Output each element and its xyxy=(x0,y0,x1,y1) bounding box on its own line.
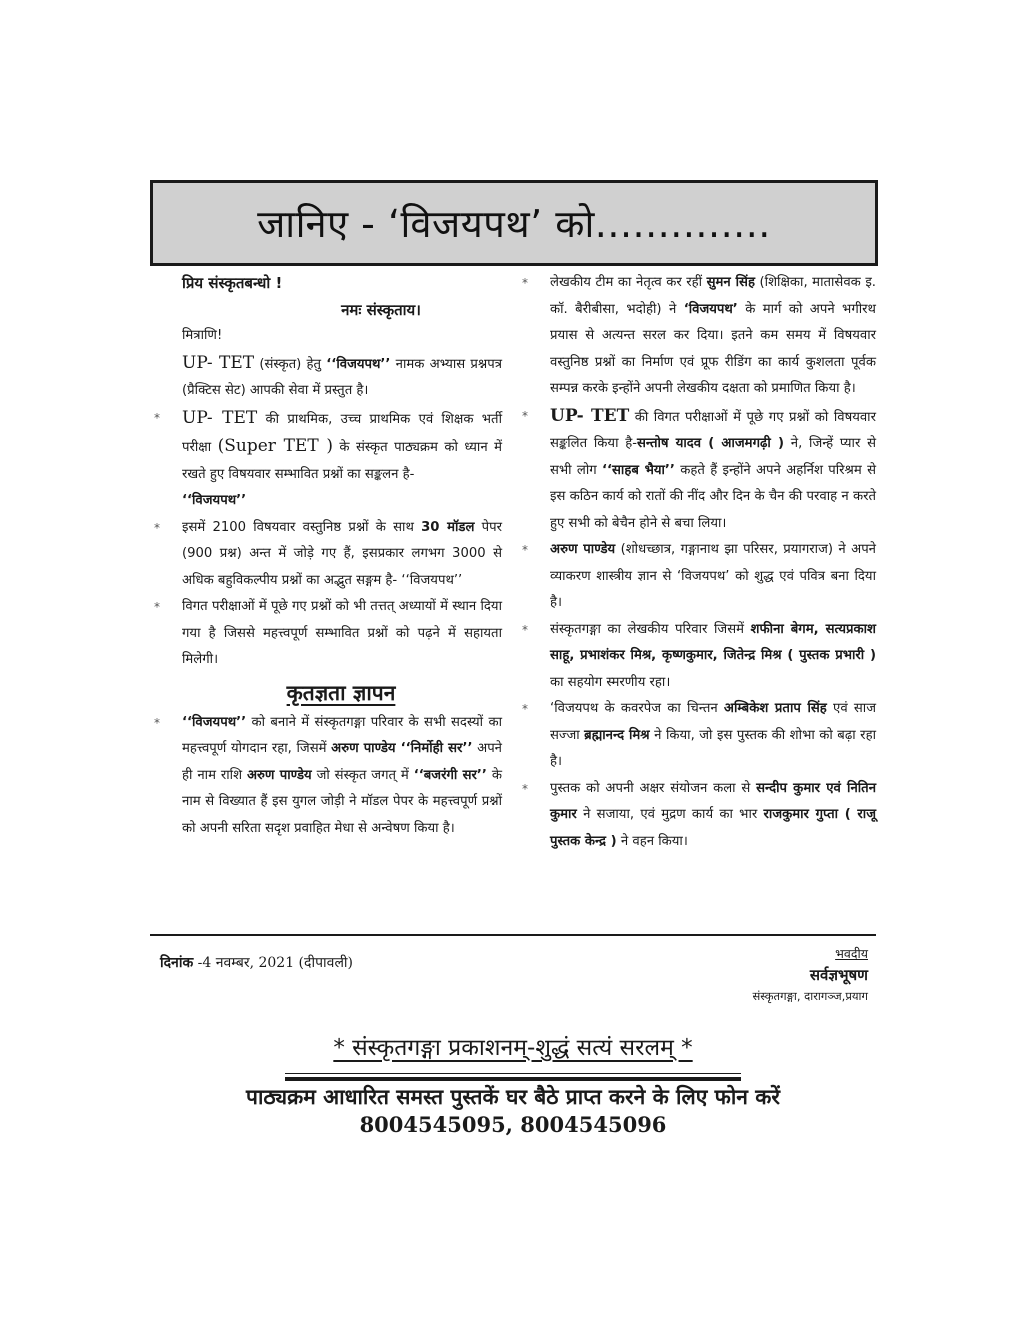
asterisk-bullet-icon: * xyxy=(522,702,528,716)
section-heading: कृतज्ञता ज्ञापन xyxy=(286,680,396,705)
asterisk-bullet-icon: * xyxy=(522,543,528,557)
asterisk-bullet-icon: * xyxy=(154,520,160,535)
list-item: * ‘‘विजयपथ’’ को बनाने में संस्कृतगङ्गा परिवार के सभी सदस्यों का महत्त्वपूर्ण योगदान रहा, जिसमें अरुण पाण्डेय ‘‘निर्मोही सर’’ अपने ही नाम राशि अरुण पाण्डेय जो संस्कृत जगत् में ‘‘बजरंगी सर’’ के नाम से विख्यात हैं इस युगल जोड़ी ने मॉडल पेपर के महत्त्वपूर्ण प्रश्नों को अपनी सरिता सदृश प्रवाहित मेधा से अन्वेषण किया है। xyxy=(150,710,502,843)
asterisk-bullet-icon: * xyxy=(154,715,160,730)
address-line: मित्राणि! xyxy=(182,328,223,343)
date-value: -4 नवम्बर, 2021 (दीपावली) xyxy=(193,955,354,971)
date-label: दिनांक xyxy=(160,955,194,971)
list-item: * UP- TET की विगत परीक्षाओं में पूछे गए प्रश्नों को विषयवार सङ्कलित किया है-सन्तोष यादव ( आजमगढ़ी ) ने, जिन्हें प्यार से सभी लोग ‘‘साहब भैया’’ कहते हैं इन्होंने अपने अहर्निश परिश्रम से इस कठिन कार्य को रातों की नींद और दिन के चैन की परवाह न करते हुए सभी को बेचैन होने से बचा लिया। xyxy=(518,403,876,538)
signature-block xyxy=(752,944,868,1006)
greeting: प्रिय संस्कृतबन्धो ! xyxy=(182,274,283,292)
list-item: * अरुण पाण्डेय (शोधच्छात्र, गङ्गानाथ झा परिसर, प्रयागराज) ने अपने व्याकरण शास्त्रीय ज्ञान से ‘विजयपथ’ को शुद्ध एवं पवित्र बना दिया है। xyxy=(518,537,876,617)
list-item: * इसमें 2100 विषयवार वस्तुनिष्ठ प्रश्नों के साथ 30 मॉडल पेपर (900 प्रश्न) अन्त में जोड़े गए हैं, इसप्रकार लगभग 3000 से अधिक बहुविकल्पीय प्रश्नों का अद्भुत सङ्गम है- ‘‘विजयपथ’’ xyxy=(150,515,502,595)
sign-closing: भवदीय xyxy=(835,946,868,961)
list-item: * ‘विजयपथ के कवरपेज का चिन्तन अम्बिकेश प्रताप सिंह एवं साज सज्जा ब्रह्मानन्द मिश्र ने किया, जो इस पुस्तक की शोभा को बढ़ा रहा है। xyxy=(518,696,876,776)
sign-name: सर्वज्ञभूषण xyxy=(809,966,868,984)
asterisk-bullet-icon: * xyxy=(522,622,528,637)
left-column xyxy=(150,270,502,842)
list-item: * विगत परीक्षाओं में पूछे गए प्रश्नों को भी तत्तत् अध्यायों में स्थान दिया गया है जिससे महत्त्वपूर्ण सम्भावित प्रश्नों को पढ़ने में सहायता मिलेगी। xyxy=(150,594,502,674)
asterisk-bullet-icon: * xyxy=(522,781,528,796)
intro-paragraph: UP- TET (संस्कृत) हेतु ‘‘विजयपथ’’ नामक अभ्यास प्रश्नपत्र (प्रैक्टिस सेट) आपकी सेवा में प्रस्तुत है। xyxy=(182,352,502,398)
call-to-action: पाठ्यक्रम आधारित समस्त पुस्तकें घर बैठे प्राप्त करने के लिए फोन करें xyxy=(246,1085,780,1109)
page-title: जानिए - ‘विजयपथ’ को.............. xyxy=(257,202,771,246)
list-item: * लेखकीय टीम का नेतृत्व कर रहीं सुमन सिंह (शिक्षिका, मातासेवक इ. कॉ. बैरीबीसा, भदोही) ने ‘विजयपथ’ के मार्ग को अपने भगीरथ प्रयास से अत्यन्त सरल कर दिया। इतने कम समय में विषयवार वस्तुनिष्ठ प्रश्नों का निर्माण एवं प्रूफ रीडिंग का कार्य कुशलता पूर्वक सम्पन्न करके इन्होंने अपनी लेखकीय दक्षता को प्रमाणित किया है। xyxy=(518,270,876,403)
asterisk-bullet-icon: * xyxy=(154,600,160,614)
motto-rule-thick xyxy=(285,1077,741,1081)
sign-place: संस्कृतगङ्गा, दारागञ्ज,प्रयाग xyxy=(752,989,868,1003)
publisher-motto: * संस्कृतगङ्गा प्रकाशनम्-शुद्धं सत्यं सरलम् * xyxy=(333,1035,693,1061)
motto-rule-thin xyxy=(285,1073,741,1074)
list-item: * संस्कृतगङ्गा का लेखकीय परिवार जिसमें शफीना बेगम, सत्यप्रकाश साहू, प्रभाशंकर मिश्र, कृष्णकुमार, जितेन्द्र मिश्र ( पुस्तक प्रभारी ) का सहयोग स्मरणीय रहा। xyxy=(518,617,876,697)
salutation: नमः संस्कृताय। xyxy=(341,300,421,319)
asterisk-bullet-icon: * xyxy=(522,276,528,290)
asterisk-bullet-icon: * xyxy=(154,410,160,425)
right-column xyxy=(518,270,876,855)
list-item: * UP- TET की प्राथमिक, उच्च प्राथमिक एवं शिक्षक भर्ती परीक्षा (Super TET ) के संस्कृत पाठ्यक्रम को ध्यान में रखते हुए विषयवार सम्भावित प्रश्नों का सङ्कलन है- ‘‘विजयपथ’’ xyxy=(150,405,502,515)
title-banner xyxy=(150,180,878,266)
list-item: * पुस्तक को अपनी अक्षर संयोजन कला से सन्दीप कुमार एवं नितिन कुमार ने सजाया, एवं मुद्रण कार्य का भार राजकुमार गुप्ता ( राजू पुस्तक केन्द्र ) ने वहन किया। xyxy=(518,776,876,856)
asterisk-bullet-icon: * xyxy=(522,408,528,423)
phone-numbers: 8004545095, 8004545096 xyxy=(359,1112,667,1137)
date-line xyxy=(160,953,353,972)
section-divider xyxy=(150,934,876,936)
